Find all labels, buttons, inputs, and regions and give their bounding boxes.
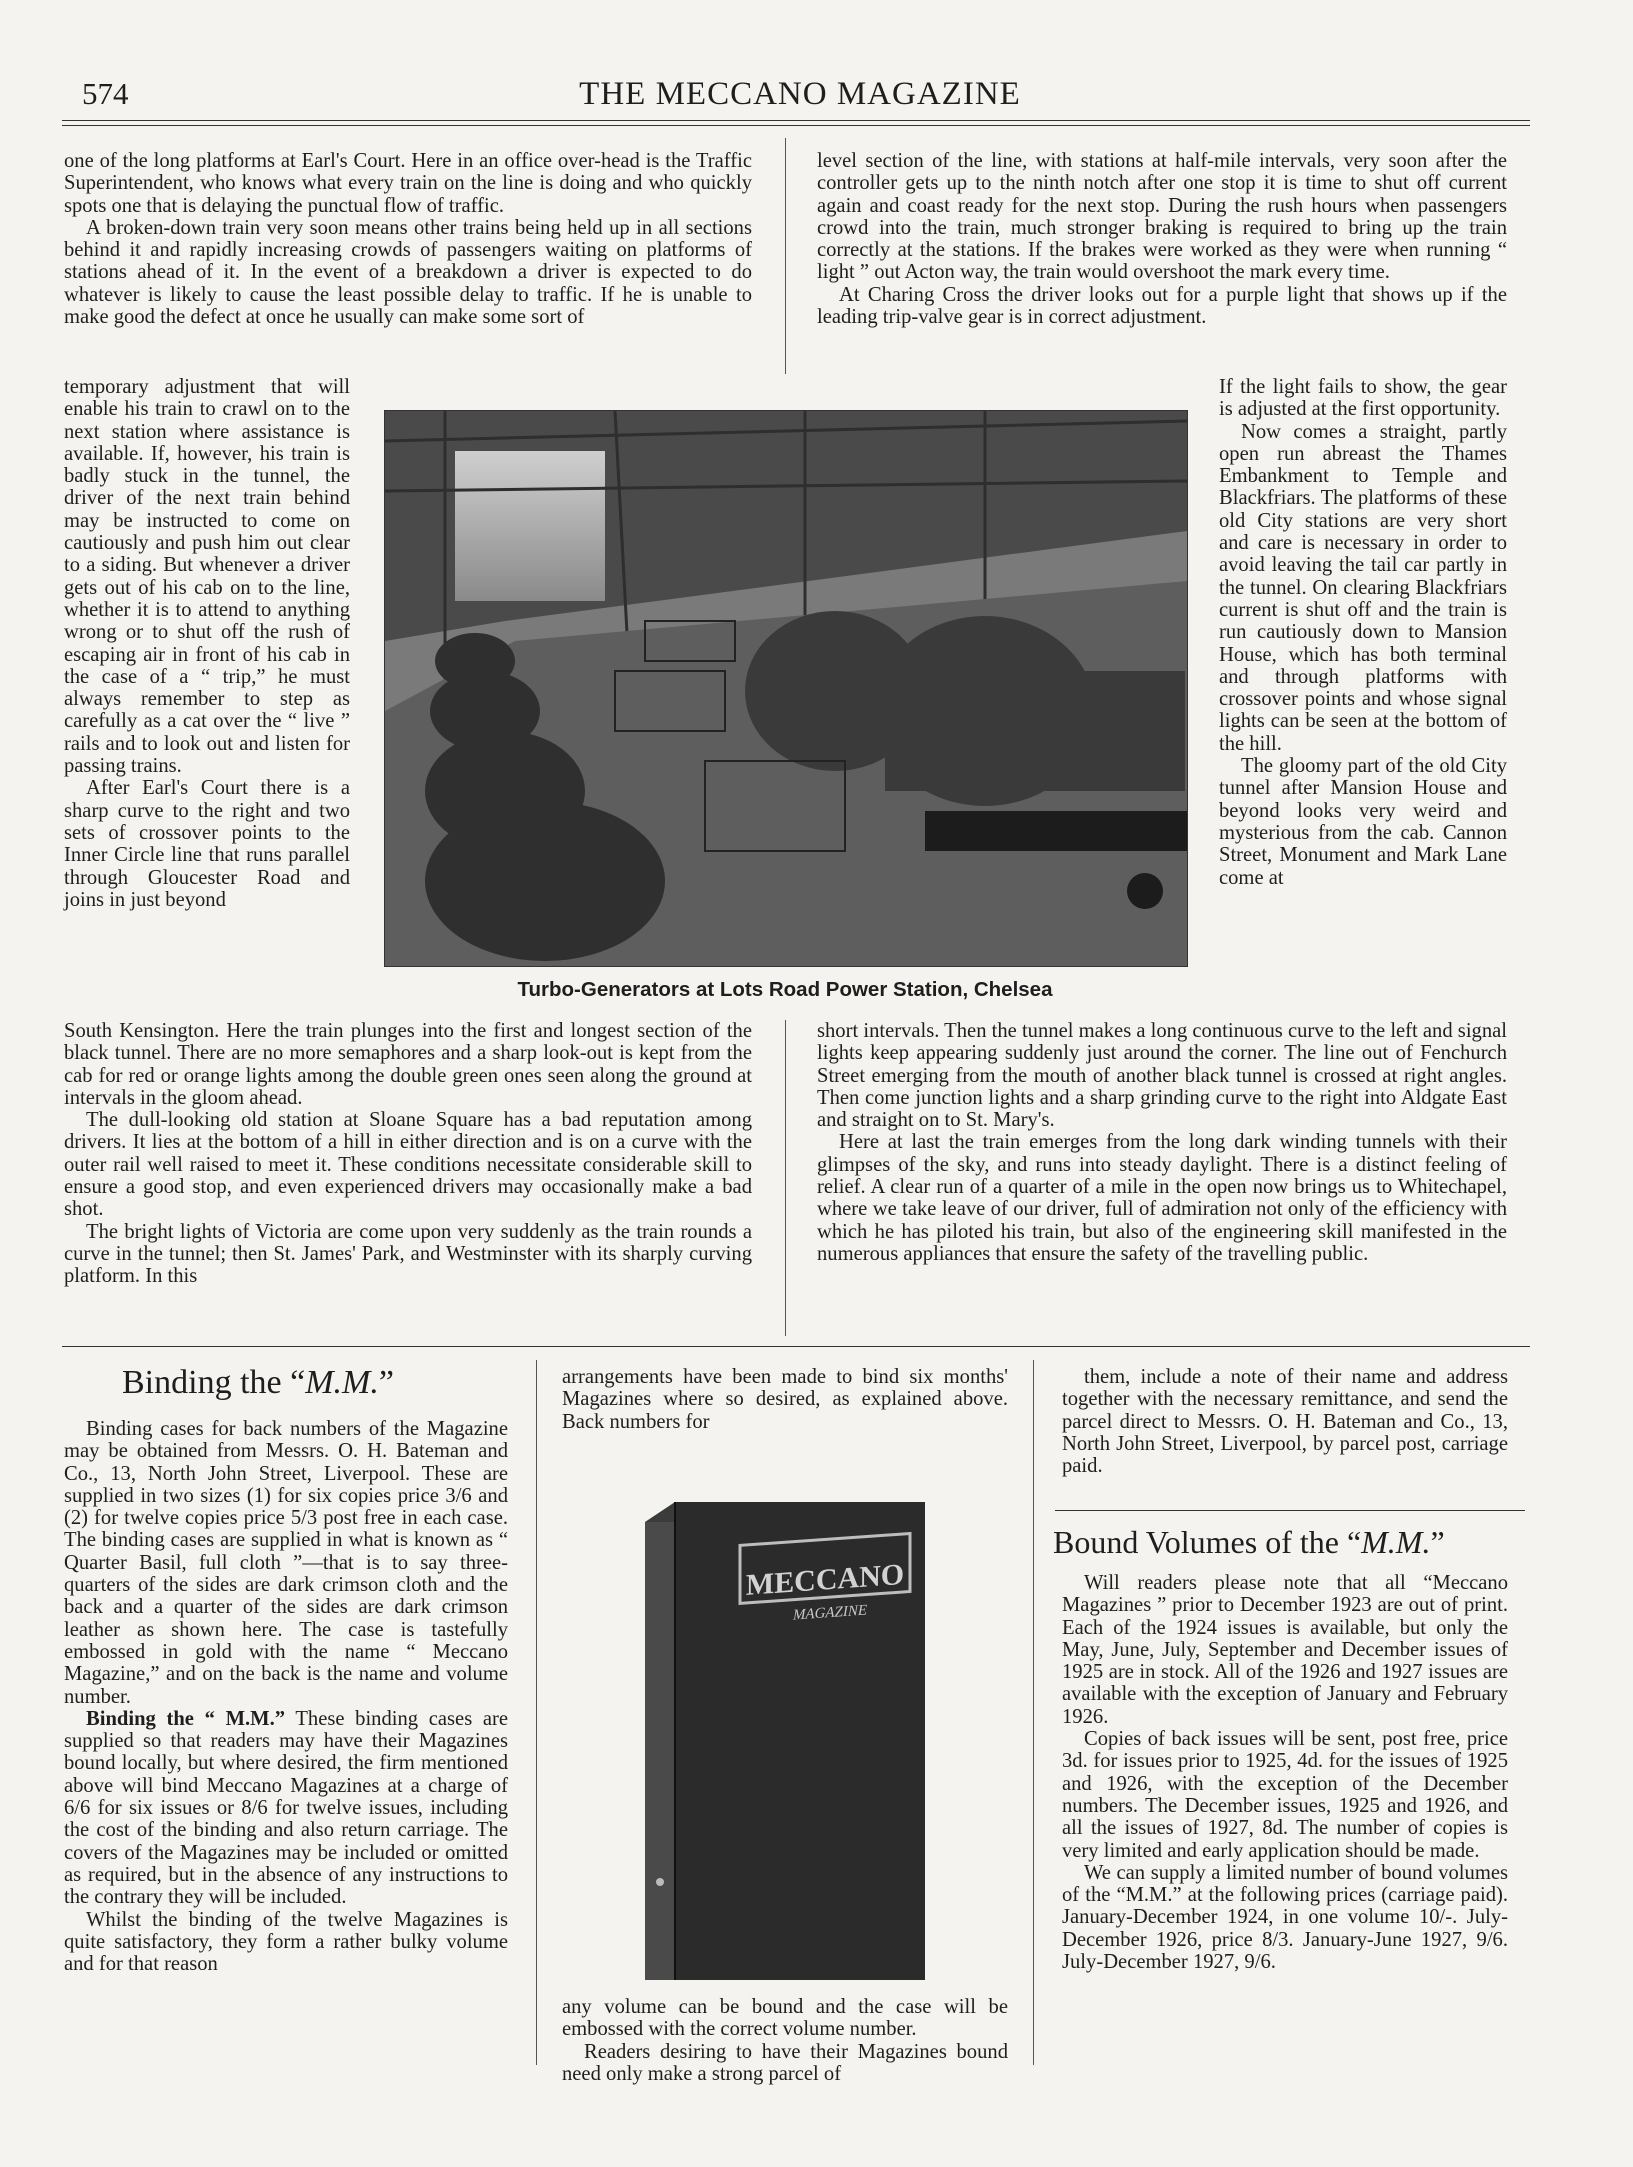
binding-col-2-top — [562, 1366, 1008, 1433]
column-divider — [785, 138, 786, 374]
paragraph: The dull-looking old station at Sloane Square has a bad reputation among drivers. It lies at the bottom of a hill in either direction and is on a curve with the outer rail well raised to meet it. These conditions necessitate considerable skill to ensure a good stop, and even experienced drivers may occasionally make a bad shot. — [64, 1109, 752, 1221]
paragraph: Now comes a straight, partly open run abreast the Thames Embankment to Temple and Blackfriars. The platforms of these old City stations are very short and care is necessary in order to avoid leaving the tail car partly in the tunnel. On clearing Blackfriars current is shut off and the train is run cautiously down to Mansion House, which has both terminal and through platforms with crossover points and whose signal lights can be seen at the bottom of the hill. — [1219, 420, 1507, 755]
article-left-bottom — [64, 1020, 752, 1288]
article-left-narrow — [64, 376, 350, 911]
binding-heading-italic: M.M. — [305, 1364, 379, 1401]
paragraph: If the light fails to show, the gear is adjusted at the first opportunity. — [1219, 376, 1507, 421]
bold-lead-tail: These binding cases are supplied so that readers may have their Magazines bound locally, but where desired, the firm mentioned above will bind Meccano Magazines at a charge of 6/6 for six issues or 8/6 for twelve issues, including the cost of the binding and also return carriage. The covers of the Magazines may be included or omitted as required, but in the absence of any instructions to the contrary they will be included. — [64, 1707, 509, 1909]
header-rule-bottom — [62, 125, 1530, 126]
paragraph: Whilst the binding of the twelve Magazines is quite satisfactory, they form a rather bulky volume and for that reason — [64, 1908, 508, 1976]
book-label-meccano: MECCANO — [745, 1557, 905, 1602]
paragraph: Copies of back issues will be sent, post free, price 3d. for issues prior to 1925, 4d. for the issues of 1925 and 1926, with the exception of the December numbers. The December issues, 1925 and 1926, and all the issues of 1927, 8d. The number of copies is very limited and early application should be made. — [1062, 1728, 1508, 1862]
paragraph: Readers desiring to have their Magazines bound need only make a strong parcel of — [562, 2040, 1008, 2085]
binding-case-photo — [645, 1502, 925, 1980]
column-divider — [1033, 1360, 1034, 2065]
paragraph: one of the long platforms at Earl's Court. Here in an office over-head is the Traffic Superintendent, who knows what every train on the line is doing and who quickly spots one that is delaying the punctual flow of traffic. — [64, 150, 752, 217]
bound-volumes-text — [1062, 1572, 1508, 1973]
bound-heading-italic: M.M. — [1361, 1524, 1431, 1560]
box-rule — [1055, 1510, 1525, 1511]
section-rule — [62, 1346, 1530, 1347]
magazine-title: THE MECCANO MAGAZINE — [579, 76, 1021, 112]
article-right-narrow — [1219, 376, 1507, 889]
column-divider — [536, 1360, 537, 2065]
column-divider — [785, 1020, 786, 1336]
paragraph: South Kensington. Here the train plunges into the first and longest section of the black tunnel. There are no more semaphores and a sharp look-out is kept from the cab for red or orange lights among the double green ones seen along the ground at intervals in the gloom ahead. — [64, 1020, 752, 1109]
paragraph: Here at last the train emerges from the long dark winding tunnels with their glimpses of the sky, and runs into steady daylight. There is a distinct feeling of relief. A clear run of a quarter of a mile in the open now brings us to Whitechapel, where we take leave of our driver, full of admiration not only of the efficiency with which he has piloted his train, but also of the engineering skill manifested in the numerous appliances that ensure the safety of the travelling public. — [817, 1131, 1507, 1265]
binding-col-1 — [64, 1418, 508, 1975]
book-label-magazine: MAGAZINE — [792, 1602, 868, 1624]
paragraph: The bright lights of Victoria are come upon very suddenly as the train rounds a curve in the tunnel; then St. James' Park, and Westminster with its sharply curving platform. In this — [64, 1220, 752, 1288]
binding-heading-end: ” — [378, 1364, 394, 1401]
paragraph: We can supply a limited number of bound volumes of the “M.M.” at the following prices (carriage paid). January-December 1924, in one volume 10/-. July-December 1926, price 8/3. January-June 1927, 9/6. July-December 1927, 9/6. — [1062, 1861, 1508, 1974]
binding-heading — [122, 1364, 394, 1402]
paragraph: any volume can be bound and the case will be embossed with the correct volume number. — [562, 1996, 1008, 2041]
binding-heading-text: Binding the “ — [122, 1364, 306, 1401]
turbo-generator-photo — [384, 410, 1188, 967]
bold-lead: Binding the “ M.M.” — [86, 1707, 286, 1730]
bound-heading-end: ” — [1430, 1524, 1445, 1560]
paragraph: The gloomy part of the old City tunnel after Mansion House and beyond looks very weird and mysterious from the cab. Cannon Street, Monument and Mark Lane come at — [1219, 755, 1507, 889]
paragraph: At Charing Cross the driver looks out for a purple light that shows up if the leading trip-valve gear is in correct adjustment. — [817, 283, 1507, 329]
binding-col-3 — [1062, 1366, 1508, 1477]
paragraph: A broken-down train very soon means other trains being held up in all sections behind it and rapidly increasing crowds of passengers waiting on platforms of stations ahead of it. In the event of a breakdown a driver is expected to do whatever is likely to cause the least possible delay to traffic. If he is unable to make good the defect at once he usually can make some sort of — [64, 216, 752, 329]
paragraph: them, include a note of their name and address together with the necessary remittance, and send the parcel direct to Messrs. O. H. Bateman and Co., 13, North John Street, Liverpool, by parcel post, carriage paid. — [1062, 1366, 1508, 1478]
article-right-bottom — [817, 1020, 1507, 1265]
paragraph: Binding cases for back numbers of the Magazine may be obtained from Messrs. O. H. Bateman and Co., 13, North John Street, Liverpool. These are supplied in two sizes (1) for six copies price 3/6 and (2) for twelve copies price 5/3 post free in each case. The binding cases are supplied in what is known as “ Quarter Basil, full cloth ”—that is to say three-quarters of the sides are dark crimson cloth and the back and a quarter of the sides are dark crimson leather as shown here. The case is tastefully embossed in gold with the name “ Meccano Magazine,” and on the back is the name and volume number. — [64, 1418, 508, 1708]
paragraph: temporary adjustment that will enable his train to crawl on to the next station where assistance is available. If, however, his train is badly stuck in the tunnel, the driver of the next train behind may be instructed to come on cautiously and push him out clear to a siding. But whenever a driver gets out of his cab on to the line, whether it is to attend to anything wrong or to shut off the rush of escaping air in front of his cab in the case of a “ trip,” he must always remember to step as carefully as a cat over the “ live ” rails and to look out and listen for passing trains. — [64, 376, 350, 778]
bound-heading-text: Bound Volumes of the “ — [1053, 1524, 1362, 1560]
page-number: 574 — [82, 76, 129, 111]
book-illustration — [645, 1502, 925, 1980]
paragraph: level section of the line, with stations at half-mile intervals, very soon after the controller gets up to the ninth notch after one stop it is time to shut off current again and coast ready for the next stop. During the rush hours when passengers crowd into the train, much stronger braking is required to bring up the train correctly at the stations. If the brakes were worked as they were when running “ light ” out Acton way, the train would overshoot the mark every time. — [817, 150, 1507, 284]
binding-col-2-bottom — [562, 1996, 1008, 2085]
paragraph — [64, 1708, 508, 1909]
bound-volumes-heading — [1053, 1524, 1445, 1561]
header-rule-top — [62, 120, 1530, 121]
hall-illustration — [385, 411, 1187, 966]
paragraph: arrangements have been made to bind six months' Magazines where so desired, as explained above. Back numbers for — [562, 1366, 1008, 1433]
paragraph: short intervals. Then the tunnel makes a long continuous curve to the left and signal lights keep appearing suddenly just around the corner. The line out of Fenchurch Street emerging from the mouth of another black tunnel is crossed at right angles. Then come junction lights and a sharp grinding curve to the right into Aldgate East and straight on to St. Mary's. — [817, 1020, 1507, 1132]
article-right-top — [817, 150, 1507, 328]
paragraph: Will readers please note that all “Meccano Magazines ” prior to December 1923 are out of print. Each of the 1924 issues is available, but only the May, June, July, September and December issues of 1925 are in stock. All of the 1926 and 1927 issues are available with the exception of January and February 1926. — [1062, 1572, 1508, 1728]
paragraph: After Earl's Court there is a sharp curve to the right and two sets of crossover points to the Inner Circle line that runs parallel through Gloucester Road and joins in just beyond — [64, 777, 350, 911]
article-left-top — [64, 150, 752, 328]
photo-caption: Turbo-Generators at Lots Road Power Station, Chelsea — [517, 978, 1053, 1001]
